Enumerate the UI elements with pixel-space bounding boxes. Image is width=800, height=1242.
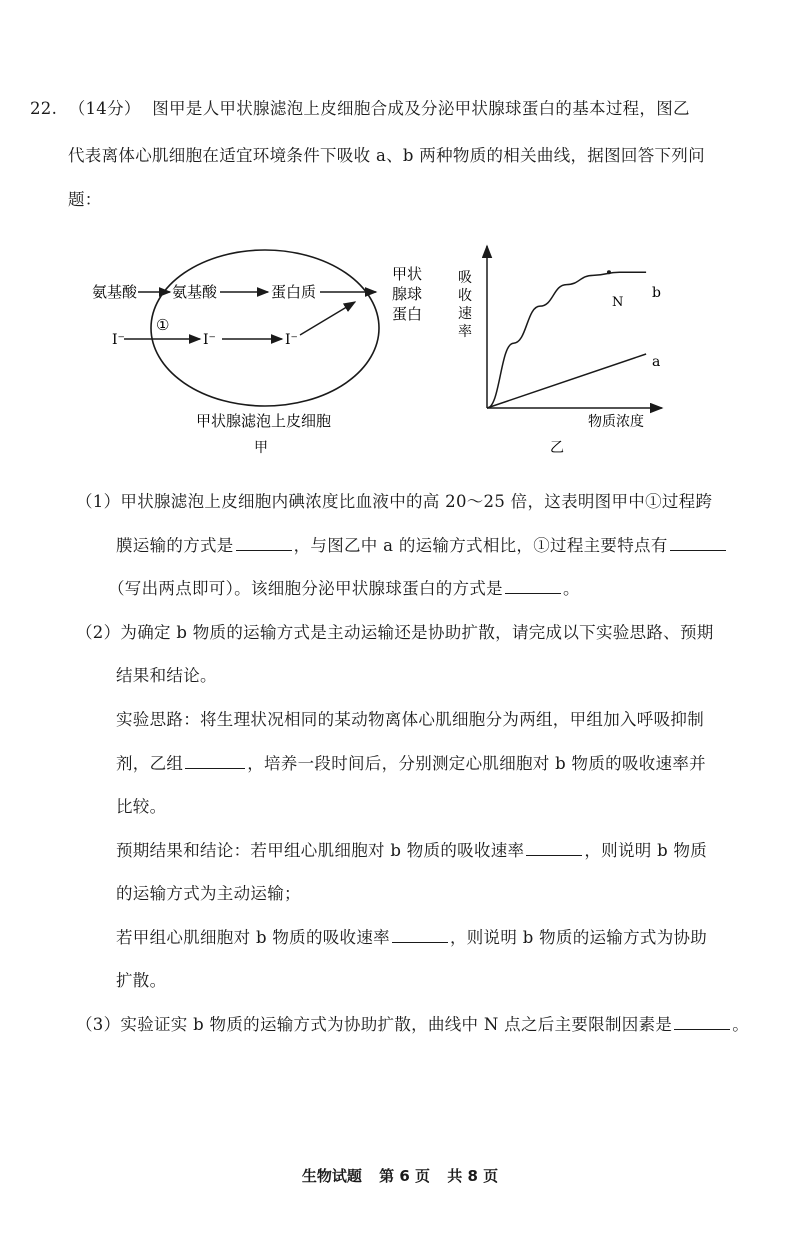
product-label-1: 甲状 (392, 265, 423, 283)
part2-line-1: （2）为确定 b 物质的运输方式是主动运输还是协助扩散，请完成以下实验思路、预期 (76, 623, 714, 642)
iodide-inside-label-1: I⁻ (203, 332, 216, 348)
cell-label: 甲状腺滤泡上皮细胞 (196, 412, 332, 430)
question-number: 22. (30, 99, 58, 118)
footer-page: 第 6 页 (379, 1167, 430, 1185)
point-n-marker (607, 270, 611, 274)
product-label-2: 腺球 (392, 285, 423, 303)
answer-blank-4[interactable] (185, 754, 245, 769)
question-intro-2: 代表离体心肌细胞在适宜环境条件下吸收 a、b 两种物质的相关曲线，据图回答下列问 (68, 146, 705, 165)
answer-blank-1[interactable] (236, 536, 292, 551)
answer-blank-7[interactable] (674, 1015, 730, 1030)
part3-line: （3）实验证实 b 物质的运输方式为协助扩散，曲线中 N 点之后主要限制因素是 。 (76, 1015, 749, 1034)
curve-b-line (487, 272, 646, 408)
part2-line-7: 的运输方式为主动运输； (116, 884, 301, 903)
part2-line-8: 若甲组心肌细胞对 b 物质的吸收速率 ，则说明 b 物质的运输方式为协助 (116, 928, 708, 947)
part1-line-3: （写出两点即可）。该细胞分泌甲状腺球蛋白的方式是 。 (108, 579, 580, 598)
amino-inside-label: 氨基酸 (172, 283, 218, 301)
footer-total: 共 8 页 (447, 1167, 499, 1185)
answer-blank-6[interactable] (392, 928, 448, 943)
part2-line-6: 预期结果和结论：若甲组心肌细胞对 b 物质的吸收速率 ，则说明 b 物质 (116, 841, 708, 860)
process-mark: ① (156, 316, 170, 334)
product-label-3: 蛋白 (392, 305, 423, 323)
answer-blank-5[interactable] (526, 841, 582, 856)
curve-b-label: b (652, 285, 661, 301)
ylabel-char-1: 吸 (458, 270, 472, 286)
ylabel-char-4: 率 (458, 324, 472, 340)
point-n-label: N (612, 295, 624, 310)
part2-line-4: 剂，乙组 ，培养一段时间后，分别测定心肌细胞对 b 物质的吸收速率并 (116, 754, 706, 773)
answer-blank-3[interactable] (505, 579, 561, 594)
part2-line-9: 扩散。 (116, 971, 167, 990)
iodide-inside-label-2: I⁻ (285, 332, 298, 348)
ylabel-char-3: 速 (458, 306, 472, 322)
part1-line-2: 膜运输的方式是 ，与图乙中 a 的运输方式相比，①过程主要特点有 (116, 532, 728, 556)
ylabel-char-2: 收 (458, 288, 472, 304)
question-score: （14分） (68, 99, 141, 118)
part2-line-5: 比较。 (116, 797, 167, 816)
part2-line-3: 实验思路：将生理状况相同的某动物离体心肌细胞分为两组，甲组加入呼吸抑制 (116, 710, 704, 729)
figure-yi-caption: 乙 (550, 440, 564, 456)
protein-label: 蛋白质 (271, 283, 317, 301)
figure-jia-caption: 甲 (254, 440, 268, 456)
amino-outside-label: 氨基酸 (92, 283, 138, 301)
page-footer (0, 1165, 800, 1186)
part1-line-1: （1）甲状腺滤泡上皮细胞内碘浓度比血液中的高 20～25 倍，这表明图甲中①过程跨 (76, 492, 713, 511)
part2-line-2: 结果和结论。 (116, 666, 217, 685)
footer-subject: 生物试题 (301, 1167, 362, 1185)
iodide-outside-label: I⁻ (112, 332, 125, 348)
question-intro-1: 图甲是人甲状腺滤泡上皮细胞合成及分泌甲状腺球蛋白的基本过程，图乙 (152, 99, 690, 118)
answer-blank-2[interactable] (670, 536, 726, 551)
curve-a-line (487, 354, 646, 408)
curve-a-label: a (652, 354, 661, 370)
question-intro-3: 题： (68, 190, 102, 209)
xlabel: 物质浓度 (588, 414, 644, 430)
